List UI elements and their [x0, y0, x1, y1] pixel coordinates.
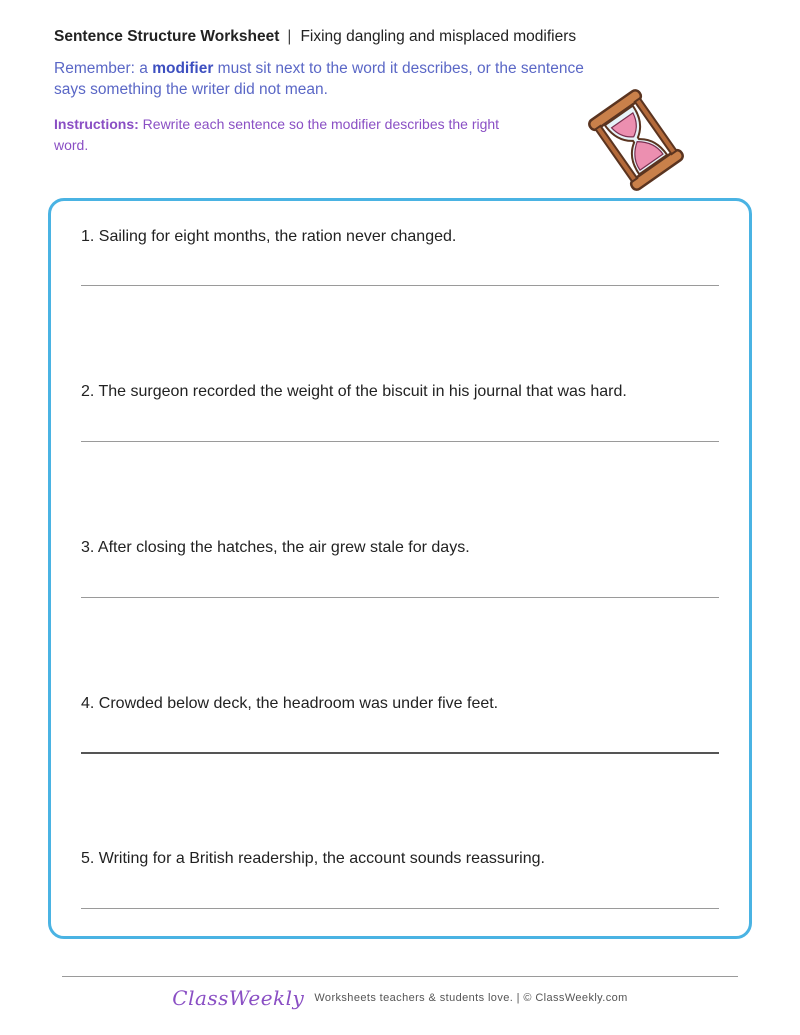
- answer-line-2[interactable]: [81, 441, 719, 442]
- instructions-label: Instructions:: [54, 116, 139, 132]
- footer-divider: [62, 976, 738, 977]
- instructions-text: Rewrite each sentence so the modifier describes the right word.: [54, 116, 500, 153]
- answer-line-5[interactable]: [81, 908, 719, 909]
- remember-keyword: modifier: [152, 60, 214, 77]
- footer: [0, 986, 800, 1016]
- footer-tagline: Worksheets teachers & students love. | © ClassWeekly.com: [314, 992, 628, 1004]
- hourglass-icon: [584, 88, 688, 192]
- question-2: 2. The surgeon recorded the weight of the biscuit in his journal that was hard.: [81, 383, 627, 400]
- question-3: 3. After closing the hatches, the air grew stale for days.: [81, 539, 470, 556]
- remember-prefix: Remember: a: [54, 60, 153, 77]
- questions-panel: [48, 198, 752, 939]
- question-1: 1. Sailing for eight months, the ration never changed.: [81, 228, 457, 245]
- question-4: 4. Crowded below deck, the headroom was under five feet.: [81, 695, 499, 712]
- remember-suffix: must sit next to the word it describes, or the sentence says something the writer did not mean.: [54, 60, 584, 98]
- worksheet-subtitle: Fixing dangling and misplaced modifiers: [300, 28, 577, 45]
- header-separator: |: [287, 28, 292, 45]
- instructions: [54, 114, 534, 156]
- worksheet-title: Sentence Structure Worksheet: [54, 28, 280, 45]
- answer-line-1[interactable]: [81, 285, 719, 286]
- answer-line-4[interactable]: [81, 752, 719, 754]
- answer-line-3[interactable]: [81, 597, 719, 598]
- worksheet-header: [54, 28, 754, 48]
- question-5: 5. Writing for a British readership, the account sounds reassuring.: [81, 850, 545, 867]
- remember-note: [54, 58, 594, 100]
- brand-logo: ClassWeekly: [172, 986, 305, 1010]
